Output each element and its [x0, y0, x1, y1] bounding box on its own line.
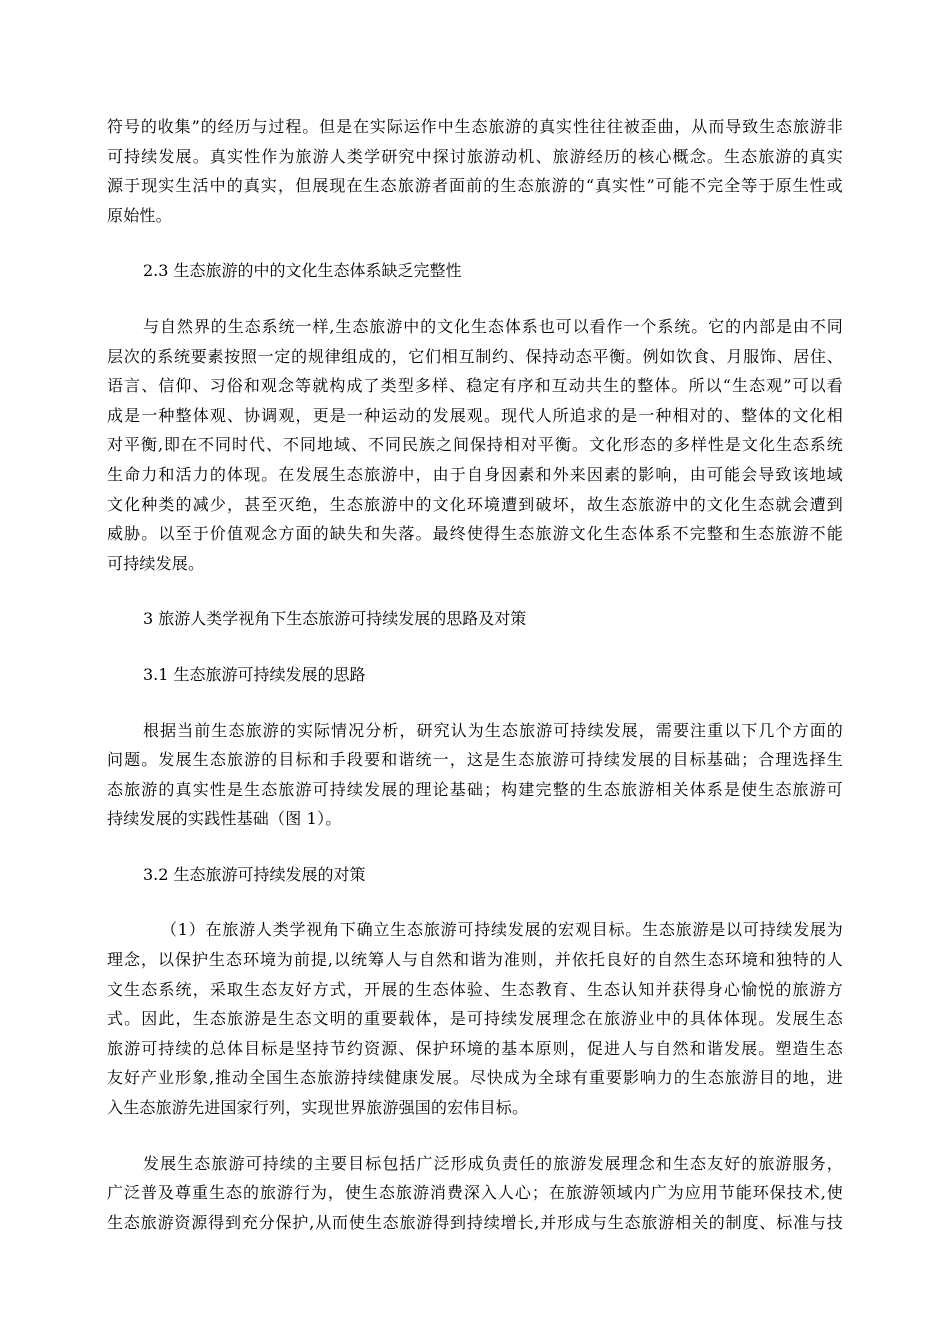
section-heading-2-3: 2.3 生态旅游的中的文化生态体系缺乏完整性 — [143, 261, 462, 281]
text-line: 广泛普及尊重生态的旅游行为，使生态旅游消费深入人心；在旅游领域内广为应用节能环保技术,使 — [107, 1183, 843, 1203]
text-line: 符号的收集”的经历与过程。但是在实际运作中生态旅游的真实性往往被歪曲，从而导致生态旅游非 — [107, 117, 843, 136]
section-heading-3-2: 3.2 生态旅游可持续发展的对策 — [143, 864, 366, 884]
text-line: 持续发展的实践性基础（图 1）。 — [107, 809, 342, 829]
text-line: 发展生态旅游可持续的主要目标包括广泛形成负责任的旅游发展理念和生态友好的旅游服务， — [143, 1153, 843, 1173]
text-line: 态旅游的真实性是生态旅游可持续发展的理论基础；构建完整的生态旅游相关体系是使生态旅游可 — [107, 779, 843, 799]
text-line: 友好产业形象,推动全国生态旅游持续健康发展。尽快成为全球有重要影响力的生态旅游目的地，进 — [107, 1068, 843, 1088]
text-line: 威胁。以至于价值观念方面的缺失和失落。最终使得生态旅游文化生态体系不完整和生态旅游不能 — [107, 524, 843, 544]
text-line: 理念，以保护生态环境为前提,以统筹人与自然和谐为准则，并依托良好的自然生态环境和独特的人 — [107, 950, 843, 970]
text-line: 式。因此，生态旅游是生态文明的重要载体，是可持续发展理念在旅游业中的具体体现。发展生态 — [107, 1009, 843, 1029]
paragraph-authenticity-continued — [107, 112, 843, 230]
section-heading-3-1: 3.1 生态旅游可持续发展的思路 — [143, 664, 366, 684]
paragraph-approach — [107, 716, 843, 834]
text-line: 问题。发展生态旅游的目标和手段要和谐统一，这是生态旅游可持续发展的目标基础；合理选择生 — [107, 750, 843, 770]
text-line: 文化种类的减少，甚至灭绝，生态旅游中的文化环境遭到破坏，故生态旅游中的文化生态就会遭到 — [107, 494, 843, 514]
text-line: 可持续发展。 — [107, 553, 205, 573]
text-line: 与自然界的生态系统一样,生态旅游中的文化生态体系也可以看作一个系统。它的内部是由不同 — [143, 316, 843, 336]
text-line: 根据当前生态旅游的实际情况分析，研究认为生态旅游可持续发展，需要注重以下几个方面的 — [143, 720, 843, 740]
text-line: 旅游可持续的总体目标是坚持节约资源、保护环境的基本原则，促进人与自然和谐发展。塑造生态 — [107, 1038, 843, 1058]
text-line: 可持续发展。真实性作为旅游人类学研究中探讨旅游动机、旅游经历的核心概念。生态旅游的真实 — [107, 146, 843, 166]
section-heading-3: 3 旅游人类学视角下生态旅游可持续发展的思路及对策 — [143, 609, 527, 629]
text-line: 生态旅游资源得到充分保护,从而使生态旅游得到持续增长,并形成与生态旅游相关的制度、标准与技 — [107, 1212, 843, 1232]
paragraph-macro-goals — [107, 915, 843, 1122]
text-line: 入生态旅游先进国家行列，实现世界旅游强国的宏伟目标。 — [107, 1098, 529, 1118]
text-line: 源于现实生活中的真实，但展现在生态旅游者面前的生态旅游的“真实性”可能不完全等于原生性或 — [107, 176, 843, 196]
text-line: 成是一种整体观、协调观，更是一种运动的发展观。现代人所追求的是一种相对的、整体的文化相 — [107, 405, 843, 425]
document-page — [107, 112, 843, 1263]
text-line: 原始性。 — [107, 205, 172, 225]
paragraph-cultural-ecology — [107, 312, 843, 578]
text-line: 对平衡,即在不同时代、不同地域、不同民族之间保持相对平衡。文化形态的多样性是文化生态系统 — [107, 435, 843, 455]
text-line: （1）在旅游人类学视角下确立生态旅游可持续发展的宏观目标。生态旅游是以可持续发展为 — [161, 920, 843, 940]
text-line: 层次的系统要素按照一定的规律组成的，它们相互制约、保持动态平衡。例如饮食、月服饰、居住、 — [107, 346, 843, 366]
text-line: 语言、信仰、习俗和观念等就构成了类型多样、稳定有序和互动共生的整体。所以“生态观”可以看 — [107, 376, 843, 396]
text-line: 生命力和活力的体现。在发展生态旅游中，由于自身因素和外来因素的影响，由可能会导致该地域 — [107, 464, 843, 484]
text-line: 文生态系统，采取生态友好方式，开展的生态体验、生态教育、生态认知并获得身心愉悦的旅游方 — [107, 979, 843, 999]
paragraph-main-goals — [107, 1149, 843, 1238]
